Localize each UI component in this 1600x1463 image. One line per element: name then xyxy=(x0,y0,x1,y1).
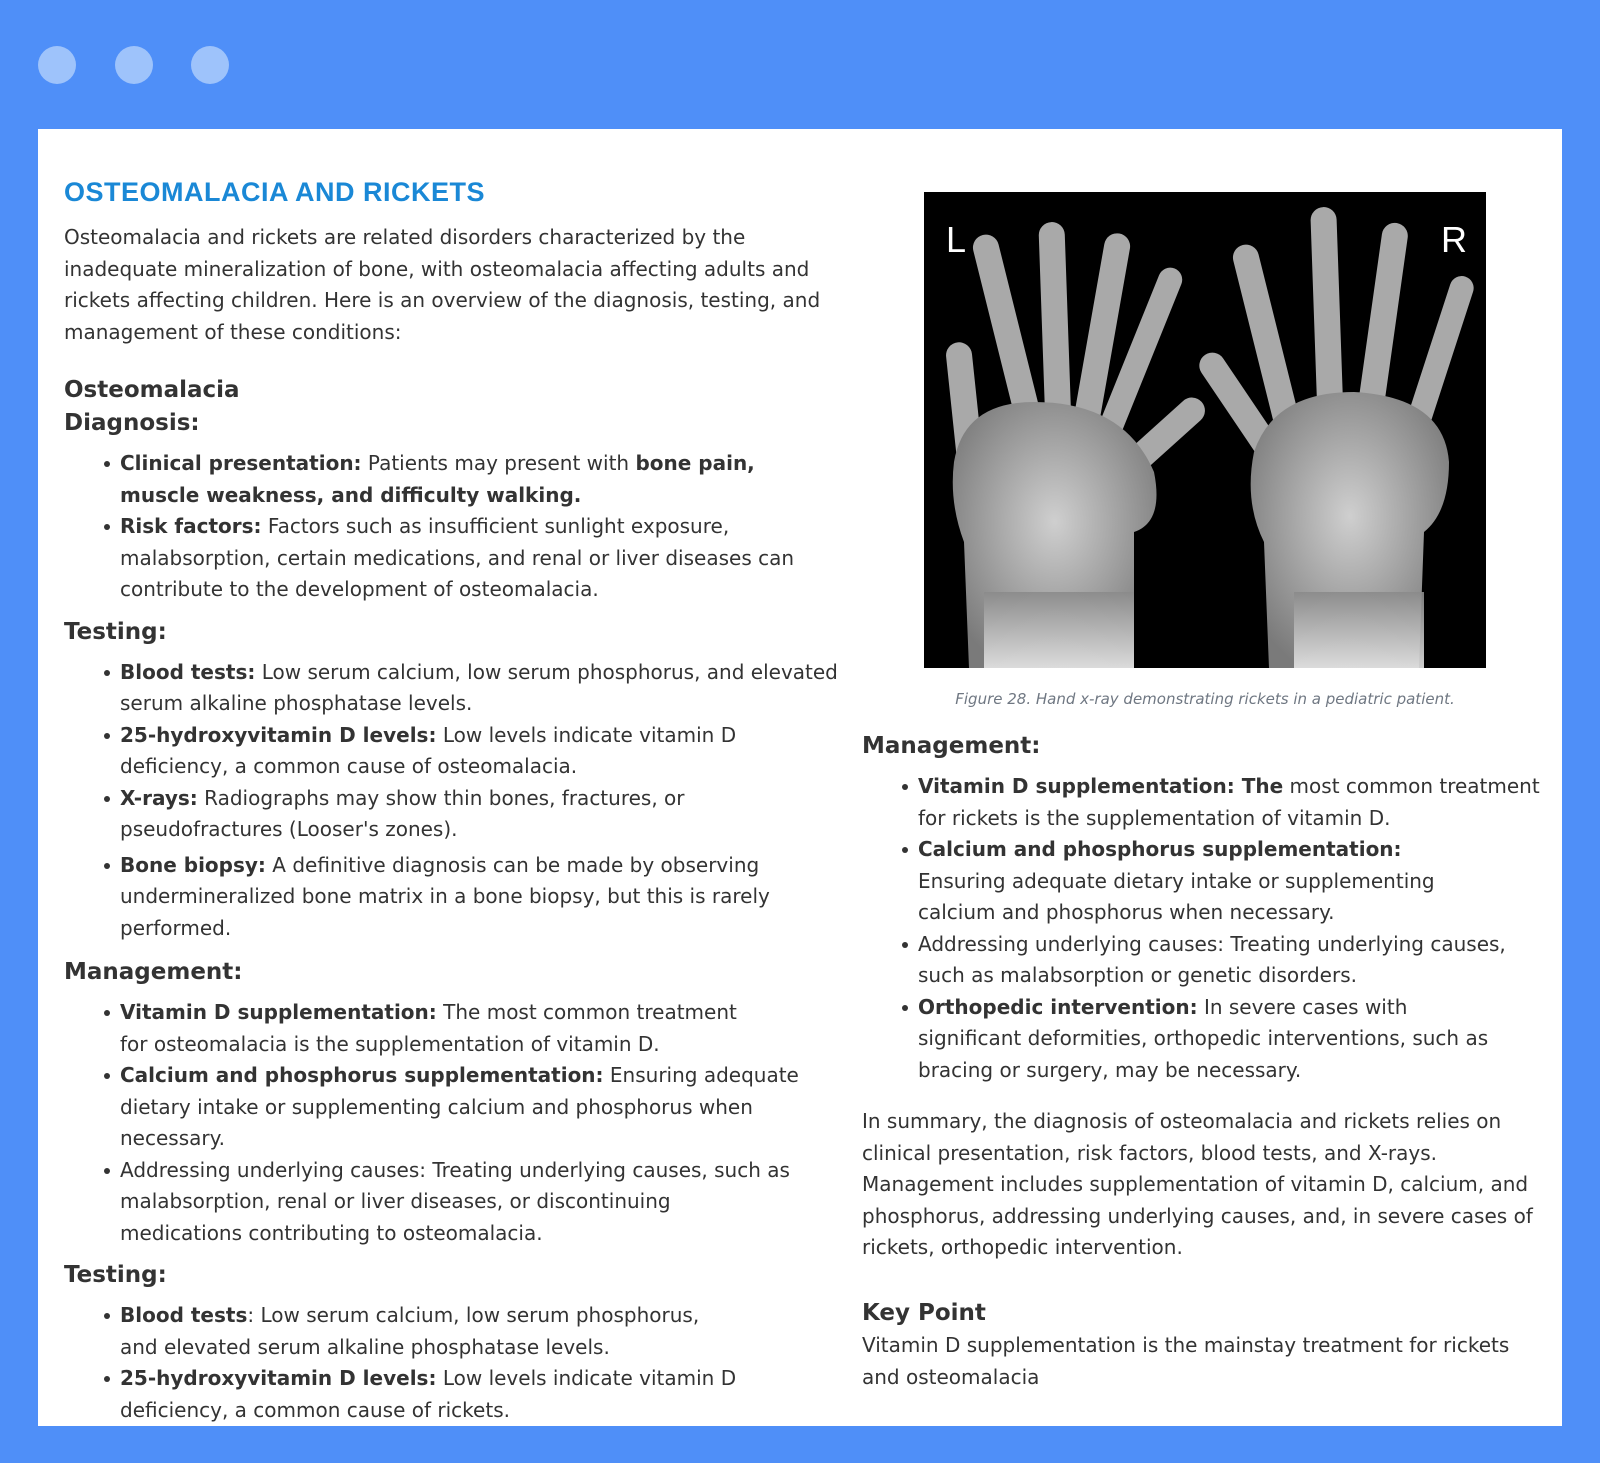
hand-xray-graphic xyxy=(924,192,1486,668)
diagnosis-list xyxy=(64,448,820,606)
page-title: OSTEOMALACIA AND RICKETS xyxy=(64,177,485,207)
osteomalacia-heading: Osteomalacia xyxy=(64,377,240,403)
window-dot-1[interactable] xyxy=(38,46,76,84)
figure-caption: Figure 28. Hand x-ray demonstrating rickets in a pediatric patient. xyxy=(955,690,1455,708)
list-item: Vitamin D supplementation: The most common treatment for osteomalacia is the supplementation of vitamin D. xyxy=(120,997,740,1060)
management-heading: Management: xyxy=(64,959,243,985)
summary-paragraph: In summary, the diagnosis of osteomalacia and rickets relies on clinical presentation, risk factors, blood tests, and X-rays. Management includes supplementation of vitamin D, calcium, and phosphorus, addressing underlying causes, and, in severe cases of rickets, orthopedic intervention. xyxy=(862,1109,1533,1259)
list-item: Calcium and phosphorus supplementation: Ensuring adequate dietary intake or supplementing calcium and phosphorus when necessary. xyxy=(120,1060,840,1155)
osteomalacia-management-list xyxy=(64,997,840,1249)
key-point-box xyxy=(862,1297,1552,1393)
list-item: Risk factors: Factors such as insufficient sunlight exposure, malabsorption, certain medications, and renal or liver diseases can contribute to the development of osteomalacia. xyxy=(120,511,820,606)
list-item: Addressing underlying causes: Treating underlying causes, such as malabsorption or genetic disorders. xyxy=(918,929,1558,992)
list-item: Blood tests: Low serum calcium, low serum phosphorus, and elevated serum alkaline phosphatase levels. xyxy=(120,1300,740,1363)
list-item: Calcium and phosphorus supplementation: Ensuring adequate dietary intake or supplementing calcium and phosphorus when necessary. xyxy=(918,834,1478,929)
list-item: Blood tests: Low serum calcium, low serum phosphorus, and elevated serum alkaline phosphatase levels. xyxy=(120,657,840,720)
rickets-management-list xyxy=(862,771,1558,1086)
window-dot-2[interactable] xyxy=(115,46,153,84)
xray-marker-left: L xyxy=(946,219,967,260)
rickets-management-heading: Management: xyxy=(862,733,1041,759)
left-column xyxy=(64,177,874,1426)
list-item: Bone biopsy: A definitive diagnosis can be made by observing undermineralized bone matrix in a bone biopsy, but this is rarely performed. xyxy=(120,850,770,945)
window-dot-3[interactable] xyxy=(191,46,229,84)
list-item: Vitamin D supplementation: The most common treatment for rickets is the supplementation of vitamin D. xyxy=(918,771,1558,834)
intro-paragraph: Osteomalacia and rickets are related disorders characterized by the inadequate mineralization of bone, with osteomalacia affecting adults and rickets affecting children. Here is an overview of the diagnosis, testing, and management of these conditions: xyxy=(64,225,821,344)
list-item: 25-hydroxyvitamin D levels: Low levels indicate vitamin D deficiency, a common cause of rickets. xyxy=(120,1363,740,1426)
hand-xray-image xyxy=(924,192,1486,668)
list-item: Orthopedic intervention: In severe cases with significant deformities, orthopedic interventions, such as bracing or surgery, may be necessary. xyxy=(918,992,1498,1087)
list-item: Clinical presentation: Patients may present with bone pain, muscle weakness, and difficulty walking. xyxy=(120,448,820,511)
rickets-testing-list xyxy=(64,1300,740,1426)
article-panel xyxy=(38,129,1562,1426)
rickets-management-section xyxy=(862,730,1562,1086)
key-point-heading: Key Point xyxy=(862,1300,986,1326)
rickets-testing-heading: Testing: xyxy=(64,1262,167,1288)
xray-marker-right: R xyxy=(1441,219,1467,260)
list-item: 25-hydroxyvitamin D levels: Low levels indicate vitamin D deficiency, a common cause of osteomalacia. xyxy=(120,720,840,783)
testing-heading: Testing: xyxy=(64,618,167,645)
list-item: Addressing underlying causes: Treating underlying causes, such as malabsorption, renal or liver diseases, or discontinuing medications contributing to osteomalacia. xyxy=(120,1155,790,1250)
list-item: X-rays: Radiographs may show thin bones, fractures, or pseudofractures (Looser's zones). xyxy=(120,783,840,846)
diagnosis-heading: Diagnosis: xyxy=(64,410,200,436)
key-point-text: Vitamin D supplementation is the mainstay treatment for rickets and osteomalacia xyxy=(862,1333,1510,1389)
osteomalacia-testing-list xyxy=(64,657,840,945)
